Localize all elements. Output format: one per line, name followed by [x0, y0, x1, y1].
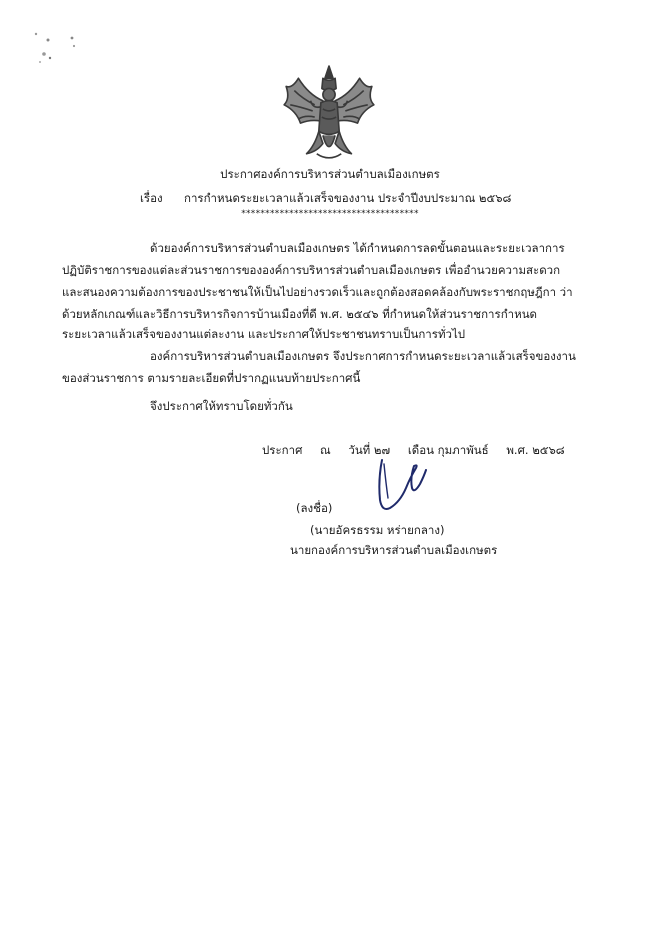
- announcement-title: ประกาศองค์การบริหารส่วนตำบลเมืองเกษตร: [220, 167, 440, 181]
- body-line-7: ของส่วนราชการ ตามรายละเอียดที่ปรากฏแนบท้ายประกาศนี้: [62, 371, 361, 385]
- date-day: วันที่ ๒๗: [348, 443, 391, 457]
- subject-label: เรื่อง: [140, 191, 163, 205]
- body-line-6: องค์การบริหารส่วนตำบลเมืองเกษตร จึงประกาศการกำหนดระยะเวลาแล้วเสร็จของงาน: [150, 349, 576, 363]
- date-year: พ.ศ. ๒๕๖๘: [506, 443, 565, 457]
- garuda-emblem-icon: [278, 64, 380, 166]
- separator-line: *************************************: [241, 209, 419, 219]
- body-line-1: ด้วยองค์การบริหารส่วนตำบลเมืองเกษตร ได้กำหนดการลดขั้นตอนและระยะเวลาการ: [150, 241, 565, 255]
- subject-row: [140, 190, 511, 206]
- scan-specks: [28, 30, 88, 70]
- body-line-2: ปฏิบัติราชการของแต่ละส่วนราชการขององค์การบริหารส่วนตำบลเมืองเกษตร เพื่ออำนวยความสะดวก: [62, 263, 561, 277]
- body-line-3: และสนองความต้องการของประชาชนให้เป็นไปอย่างรวดเร็วและถูกต้องสอดคล้องกับพระราชกฤษฎีกา ว่า: [62, 285, 573, 299]
- signature-label: (ลงชื่อ): [296, 501, 333, 515]
- closing-line: จึงประกาศให้ทราบโดยทั่วกัน: [150, 399, 293, 413]
- signer-name: (นายอัครธรรม หร่ายกลาง): [310, 523, 445, 537]
- date-month: เดือน กุมภาพันธ์: [407, 443, 489, 457]
- signer-position: นายกองค์การบริหารส่วนตำบลเมืองเกษตร: [290, 543, 498, 557]
- subject-text: การกำหนดระยะเวลาแล้วเสร็จของงาน ประจำปีงบประมาณ ๒๕๖๘: [184, 191, 512, 205]
- body-line-4: ด้วยหลักเกณฑ์และวิธีการบริหารกิจการบ้านเมืองที่ดี พ.ศ. ๒๕๔๖ ที่กำหนดให้ส่วนราชการกำหนด: [62, 307, 538, 321]
- date-at-label: ณ: [320, 443, 331, 457]
- handwritten-signature: [366, 454, 436, 516]
- body-line-5: ระยะเวลาแล้วเสร็จของงานแต่ละงาน และประกาศให้ประชาชนทราบเป็นการทั่วไป: [62, 327, 466, 341]
- date-announced-label: ประกาศ: [262, 443, 303, 457]
